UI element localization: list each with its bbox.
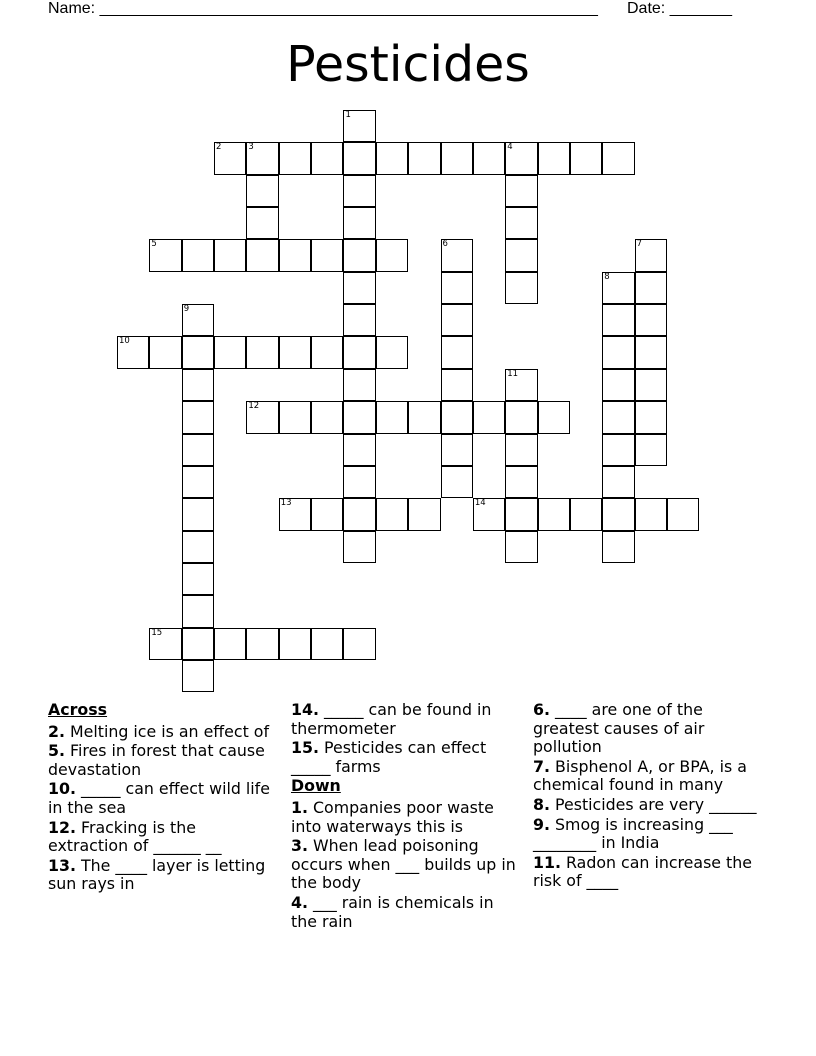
grid-cell[interactable] [505, 207, 537, 239]
grid-cell[interactable] [602, 531, 634, 563]
grid-cell[interactable] [538, 401, 570, 433]
grid-cell[interactable] [538, 498, 570, 530]
clue-across-5: 5. Fires in forest that cause devastation [48, 741, 265, 779]
grid-cell[interactable] [376, 142, 408, 174]
grid-cell[interactable] [279, 628, 311, 660]
grid-cell[interactable] [182, 336, 214, 368]
grid-cell[interactable] [441, 401, 473, 433]
grid-cell[interactable] [505, 142, 537, 174]
grid-cell[interactable] [182, 304, 214, 336]
grid-cell[interactable] [505, 175, 537, 207]
grid-cell[interactable] [311, 239, 343, 271]
grid-cell[interactable] [635, 304, 667, 336]
grid-cell[interactable] [441, 239, 473, 271]
grid-cell[interactable] [538, 142, 570, 174]
clue-across-13: 13. The ____ layer is letting sun rays in [48, 855, 266, 894]
clue-down-11: 11. Radon can increase the risk of ____ [533, 852, 752, 891]
clue-column-1 [48, 701, 278, 895]
clue-number: 8 [604, 271, 610, 282]
clue-across-15: 15. Pesticides can effect _____ farms [291, 738, 487, 776]
clue-across-14: 14. _____ can be found in thermometer [291, 700, 492, 738]
grid-cell[interactable] [214, 239, 246, 271]
grid-cell[interactable] [343, 466, 375, 498]
clue-down-6: 6. ____ are one of the greatest causes of air pollution [533, 700, 705, 757]
clue-down-8: 8. Pesticides are very ______ [533, 794, 757, 814]
grid-cell[interactable] [570, 498, 602, 530]
grid-cell[interactable] [279, 239, 311, 271]
grid-cell[interactable] [149, 628, 181, 660]
grid-cell[interactable] [602, 142, 634, 174]
grid-cell[interactable] [182, 595, 214, 627]
clue-number: 12 [248, 401, 260, 412]
grid-cell[interactable] [441, 369, 473, 401]
grid-cell[interactable] [505, 369, 537, 401]
grid-cell[interactable] [246, 239, 278, 271]
grid-cell[interactable] [343, 239, 375, 271]
grid-cell[interactable] [279, 142, 311, 174]
grid-cell[interactable] [473, 401, 505, 433]
clue-number: 14 [474, 498, 486, 509]
grid-cell[interactable] [182, 466, 214, 498]
grid-cell[interactable] [408, 401, 440, 433]
clue-number: 11 [507, 368, 519, 379]
grid-cell[interactable] [343, 369, 375, 401]
grid-cell[interactable] [343, 175, 375, 207]
grid-cell[interactable] [408, 142, 440, 174]
clue-number: 1 [345, 110, 351, 120]
grid-cell[interactable] [602, 336, 634, 368]
grid-cell[interactable] [117, 336, 149, 368]
clue-number: 7 [636, 239, 643, 250]
clue-column-2 [291, 701, 523, 932]
clue-number: 10 [119, 336, 130, 347]
down-heading: Down [291, 776, 341, 796]
grid-cell[interactable] [149, 239, 181, 271]
grid-cell[interactable] [505, 401, 537, 433]
grid-cell[interactable] [343, 142, 375, 174]
grid-cell[interactable] [376, 336, 408, 368]
grid-cell[interactable] [182, 369, 214, 401]
grid-cell[interactable] [279, 401, 311, 433]
grid-cell[interactable] [246, 401, 278, 433]
clue-number: 15 [151, 627, 163, 638]
grid-cell[interactable] [505, 239, 537, 271]
grid-cell[interactable] [343, 498, 375, 530]
grid-cell[interactable] [408, 498, 440, 530]
clue-number: 2 [216, 142, 222, 153]
grid-cell[interactable] [279, 498, 311, 530]
grid-cell[interactable] [311, 628, 343, 660]
grid-cell[interactable] [635, 498, 667, 530]
grid-cell[interactable] [441, 304, 473, 336]
grid-cell[interactable] [343, 628, 375, 660]
across-heading: Across [48, 700, 108, 719]
grid-cell[interactable] [505, 466, 537, 498]
grid-cell[interactable] [441, 272, 473, 304]
grid-cell[interactable] [343, 272, 375, 304]
grid-cell[interactable] [602, 498, 634, 530]
clue-down-4: 4. ___ rain is chemicals in the rain [291, 892, 494, 931]
grid-cell[interactable] [505, 272, 537, 304]
grid-cell[interactable] [505, 434, 537, 466]
clue-across-12: 12. Fracking is the extraction of ______ __ [48, 817, 222, 856]
grid-cell[interactable] [182, 628, 214, 660]
grid-cell[interactable] [602, 369, 634, 401]
grid-cell[interactable] [311, 142, 343, 174]
grid-cell[interactable] [635, 272, 667, 304]
grid-cell[interactable] [343, 304, 375, 336]
clue-number: 5 [151, 239, 157, 250]
clue-across-10: 10. _____ can effect wild life in the sea [48, 779, 270, 817]
grid-cell[interactable] [182, 434, 214, 466]
grid-cell[interactable] [214, 336, 246, 368]
grid-cell[interactable] [311, 336, 343, 368]
clue-down-9: 9. Smog is increasing ___ ________ in India [533, 814, 733, 853]
grid-cell[interactable] [182, 531, 214, 563]
grid-cell[interactable] [473, 142, 505, 174]
grid-cell[interactable] [602, 434, 634, 466]
grid-cell[interactable] [311, 498, 343, 530]
grid-cell[interactable] [441, 466, 473, 498]
clue-down-3: 3. When lead poisoning occurs when ___ builds up in the body [291, 836, 516, 893]
grid-cell[interactable] [667, 498, 699, 530]
grid-cell[interactable] [279, 336, 311, 368]
grid-cell[interactable] [246, 175, 278, 207]
clue-number: 13 [280, 498, 292, 509]
grid-cell[interactable] [635, 336, 667, 368]
grid-cell[interactable] [343, 110, 375, 142]
grid-cell[interactable] [182, 563, 214, 595]
grid-cell[interactable] [441, 434, 473, 466]
page-title: Pesticides [286, 36, 530, 93]
grid-cell[interactable] [441, 142, 473, 174]
clue-number: 9 [183, 304, 190, 315]
grid-cell[interactable] [246, 628, 278, 660]
grid-cell[interactable] [182, 660, 214, 692]
grid-cell[interactable] [343, 434, 375, 466]
clue-number: 4 [507, 142, 513, 153]
clue-number: 6 [442, 239, 448, 250]
grid-cell[interactable] [376, 401, 408, 433]
grid-cell[interactable] [182, 498, 214, 530]
grid-cell[interactable] [635, 239, 667, 271]
grid-cell[interactable] [343, 401, 375, 433]
grid-cell[interactable] [376, 498, 408, 530]
grid-cell[interactable] [570, 142, 602, 174]
grid-cell[interactable] [602, 304, 634, 336]
grid-cell[interactable] [505, 498, 537, 530]
grid-cell[interactable] [343, 531, 375, 563]
date-field: Date: _______ [627, 0, 732, 17]
grid-cell[interactable] [635, 434, 667, 466]
grid-cell[interactable] [602, 401, 634, 433]
grid-cell[interactable] [214, 628, 246, 660]
grid-cell[interactable] [214, 142, 246, 174]
grid-cell[interactable] [343, 336, 375, 368]
grid-cell[interactable] [311, 401, 343, 433]
grid-cell[interactable] [246, 142, 278, 174]
grid-cell[interactable] [343, 207, 375, 239]
grid-cell[interactable] [246, 336, 278, 368]
grid-cell[interactable] [149, 336, 181, 368]
grid-cell[interactable] [635, 369, 667, 401]
clue-down-1: 1. Companies poor waste into waterways this is [291, 797, 494, 836]
grid-cell[interactable] [505, 531, 537, 563]
grid-cell[interactable] [441, 336, 473, 368]
grid-cell[interactable] [182, 239, 214, 271]
grid-cell[interactable] [635, 401, 667, 433]
grid-cell[interactable] [182, 401, 214, 433]
grid-cell[interactable] [602, 272, 634, 304]
grid-cell[interactable] [246, 207, 278, 239]
grid-cell[interactable] [473, 498, 505, 530]
clue-column-3 [533, 701, 769, 892]
name-field: Name: ________________________________________________________ [48, 0, 598, 17]
grid-cell[interactable] [376, 239, 408, 271]
clue-down-7: 7. Bisphenol A, or BPA, is a chemical found in many [533, 756, 747, 795]
clue-across-2: 2. Melting ice is an effect of [48, 721, 270, 741]
clue-number: 3 [248, 142, 254, 153]
grid-cell[interactable] [602, 466, 634, 498]
